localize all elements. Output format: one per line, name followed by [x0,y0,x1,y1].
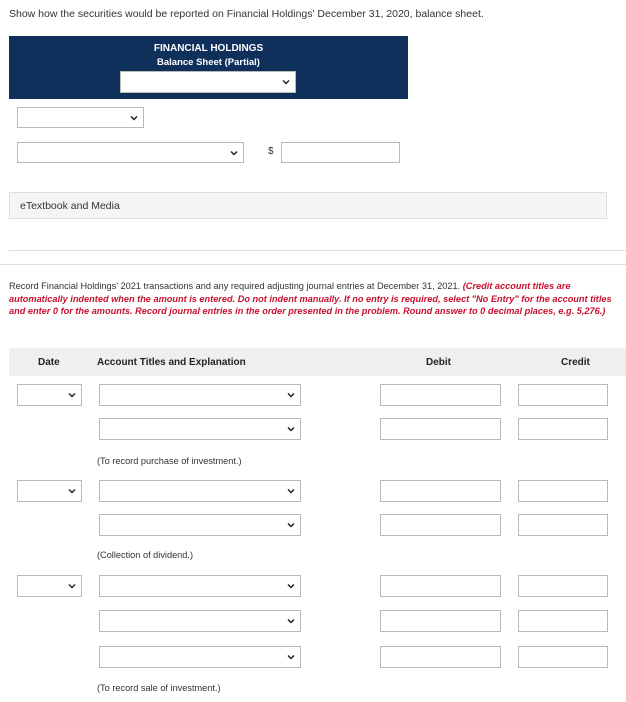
header-date: Date [38,357,60,368]
account-select[interactable] [17,142,244,163]
balance-sheet-instruction: Show how the securities would be reported on Financial Holdings' December 31, 2020, balance sheet. [9,8,484,20]
entry-caption: (Collection of dividend.) [97,550,194,560]
chevron-down-icon [287,521,295,529]
journal-table-header [9,348,626,376]
credit-input[interactable] [518,384,608,406]
etextbook-media-bar[interactable] [9,192,607,219]
account-title-select[interactable] [99,610,301,632]
chevron-down-icon [287,487,295,495]
debit-input[interactable] [380,514,501,536]
account-title-select[interactable] [99,646,301,668]
journal-instruction-note: (Credit account titles are automatically indented when the amount is entered. Do not indent manually. If no entry is required, select "No Entry" for the account titles and enter 0 for the amounts. Record journal entries in the order presented in the problem. Round answer to 0 decimal places, e.g. 5,276.) [9,281,612,316]
credit-input[interactable] [518,575,608,597]
chevron-down-icon [287,617,295,625]
entry-caption: (To record sale of investment.) [97,683,221,693]
chevron-down-icon [287,391,295,399]
chevron-down-icon [130,114,138,122]
chevron-down-icon [68,391,76,399]
company-name: FINANCIAL HOLDINGS [153,43,264,54]
credit-input[interactable] [518,514,608,536]
header-account: Account Titles and Explanation [97,357,246,368]
entry-caption: (To record purchase of investment.) [97,456,242,466]
account-title-select[interactable] [99,480,301,502]
section-divider [9,250,626,251]
credit-input[interactable] [518,610,608,632]
journal-instruction-text: Record Financial Holdings' 2021 transactions and any required adjusting journal entries at December 31, 2021. [9,281,463,291]
date-select[interactable] [17,575,82,597]
debit-input[interactable] [380,418,501,440]
chevron-down-icon [68,487,76,495]
chevron-down-icon [68,582,76,590]
etextbook-label: eTextbook and Media [20,200,120,212]
statement-title: Balance Sheet (Partial) [157,57,260,68]
amount-input[interactable] [281,142,400,163]
classification-select[interactable] [17,107,144,128]
journal-instruction [9,280,614,318]
chevron-down-icon [287,582,295,590]
account-title-select[interactable] [99,575,301,597]
credit-input[interactable] [518,480,608,502]
header-credit: Credit [561,357,590,368]
section-divider [0,264,626,265]
chevron-down-icon [282,78,290,86]
date-select[interactable] [17,384,82,406]
debit-input[interactable] [380,480,501,502]
credit-input[interactable] [518,418,608,440]
debit-input[interactable] [380,610,501,632]
chevron-down-icon [287,653,295,661]
date-select[interactable] [17,480,82,502]
account-title-select[interactable] [99,384,301,406]
debit-input[interactable] [380,646,501,668]
credit-input[interactable] [518,646,608,668]
debit-input[interactable] [380,384,501,406]
account-title-select[interactable] [99,418,301,440]
chevron-down-icon [287,425,295,433]
header-debit: Debit [426,357,451,368]
chevron-down-icon [230,149,238,157]
currency-symbol: $ [268,146,274,157]
debit-input[interactable] [380,575,501,597]
account-title-select[interactable] [99,514,301,536]
date-heading-select[interactable] [120,71,296,93]
